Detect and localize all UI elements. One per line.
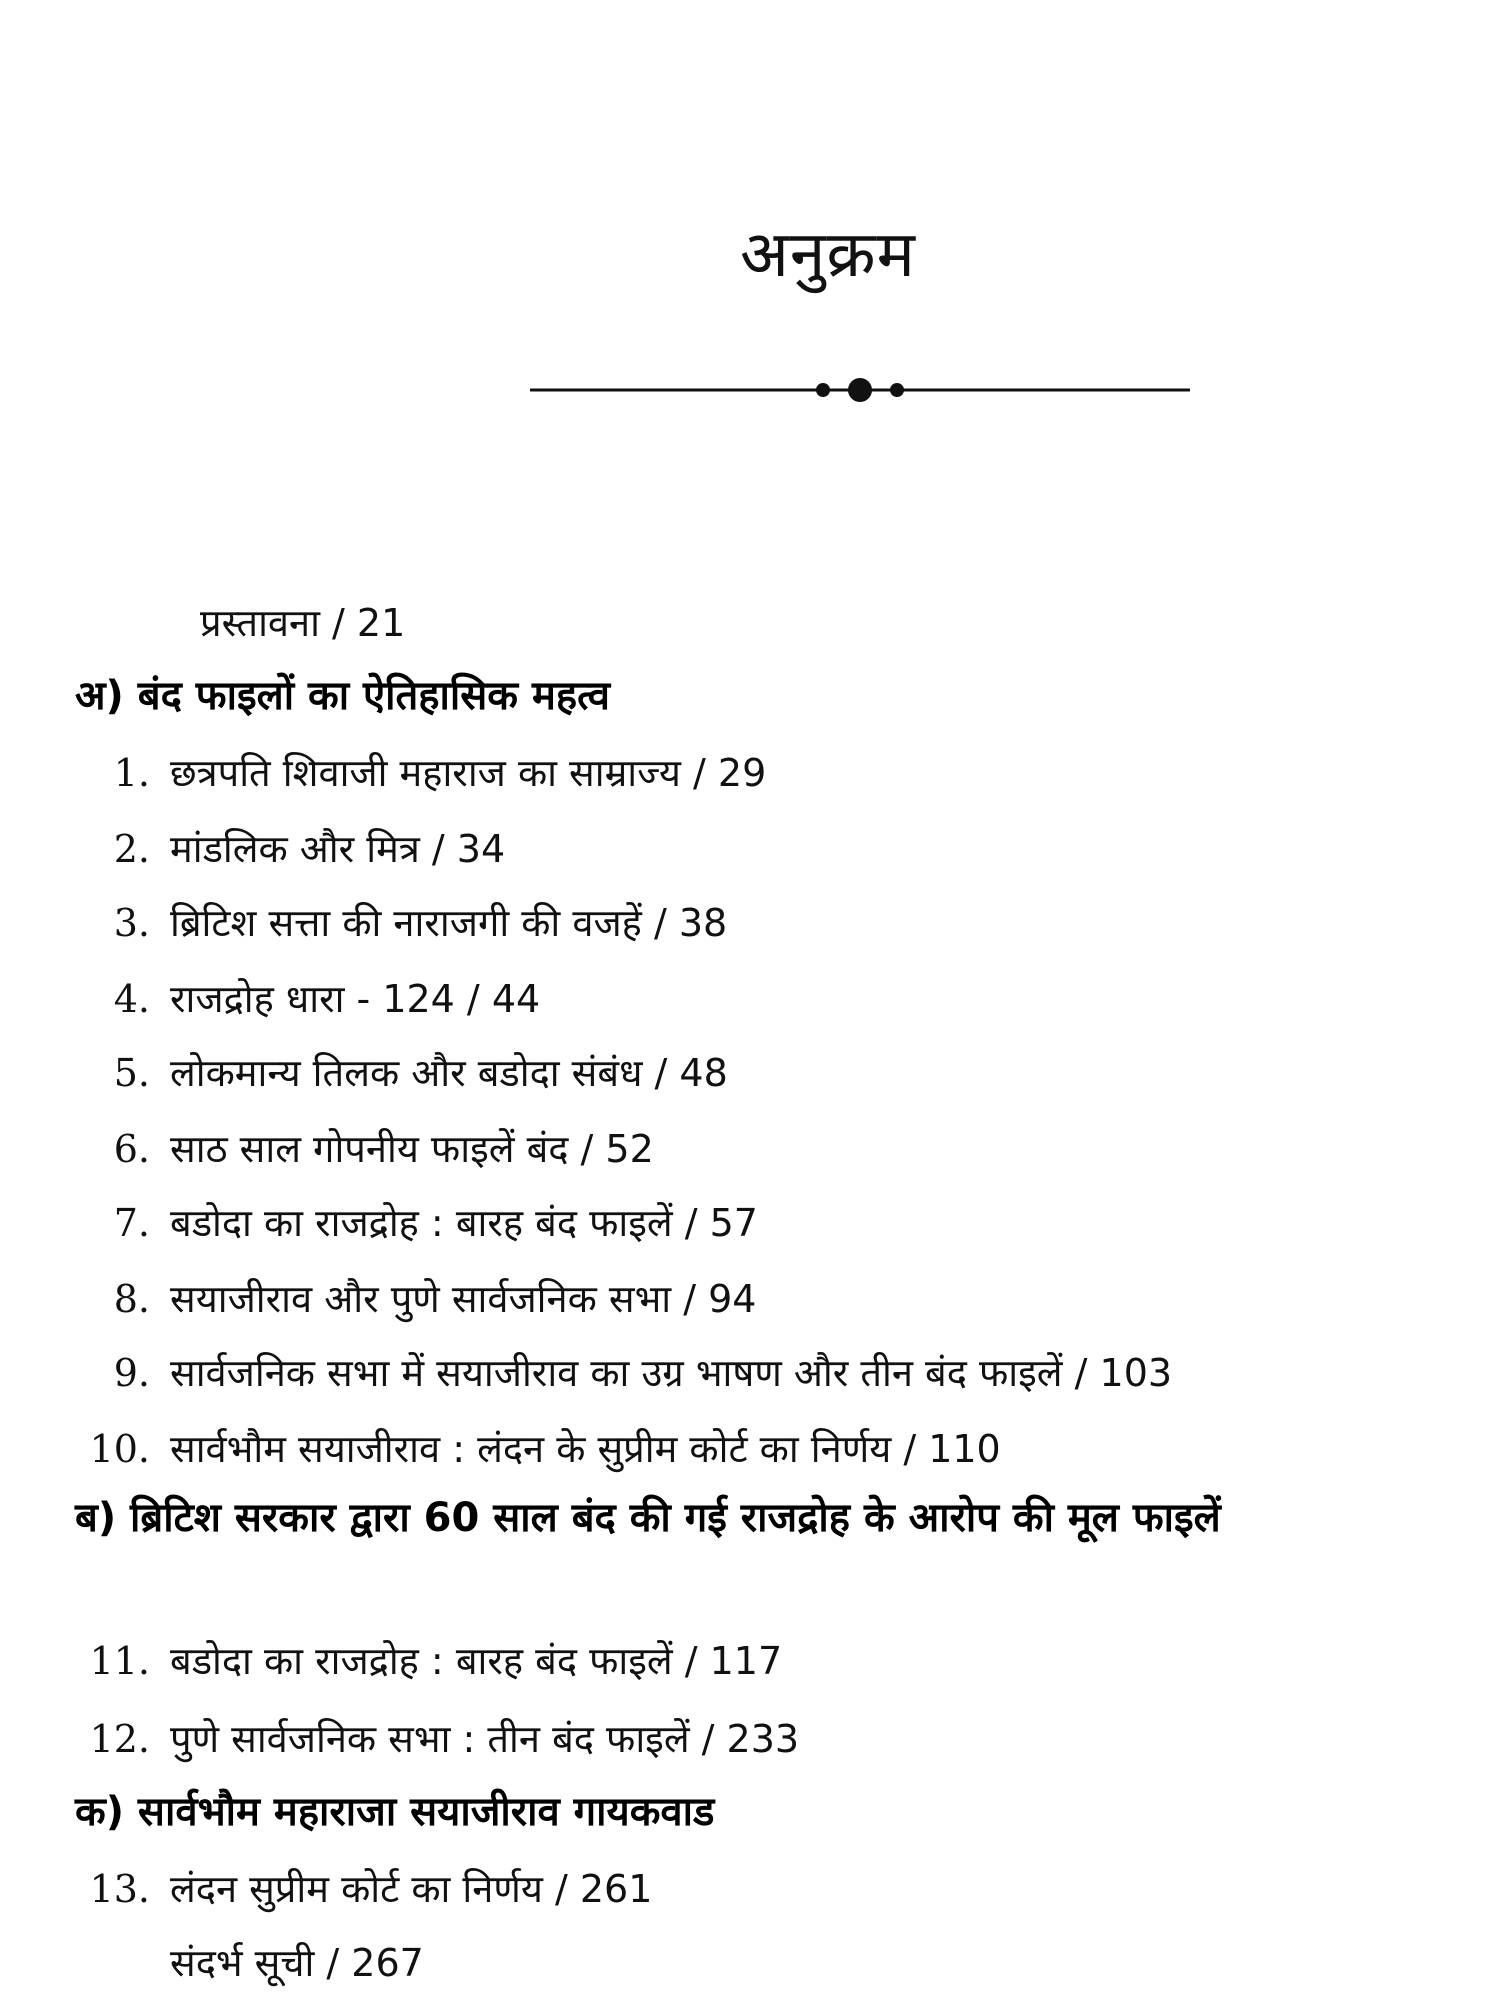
toc-entry [80, 750, 766, 796]
toc-entry [80, 1276, 756, 1322]
page-title: अनुक्रम [740, 218, 916, 292]
toc-entry [80, 1200, 758, 1246]
preface-label: प्रस्तावना / 21 [200, 601, 406, 645]
toc-entry [80, 1716, 799, 1762]
chapter-title: सार्वभौम सयाजीराव : लंदन के सुप्रीम कोर्ट का निर्णय / 110 [170, 1427, 1001, 1471]
chapter-title: बडोदा का राजद्रोह : बारह बंद फाइलें / 57 [170, 1201, 758, 1245]
references-label: संदर्भ सूची / 267 [170, 1941, 424, 1985]
chapter-number: 2. [113, 827, 150, 871]
title-divider-ornament [530, 375, 1190, 405]
chapter-title: मांडलिक और मित्र / 34 [170, 827, 506, 871]
toc-entry [80, 1126, 654, 1172]
chapter-number: 10. [89, 1427, 150, 1471]
toc-entry [80, 900, 727, 946]
chapter-number: 6. [113, 1127, 150, 1171]
chapter-number: 4. [113, 977, 150, 1021]
chapter-title: साठ साल गोपनीय फाइलें बंद / 52 [170, 1127, 654, 1171]
preface-entry [200, 600, 405, 646]
chapter-number: 11. [89, 1639, 150, 1683]
references-entry [170, 1940, 424, 1986]
toc-entry [80, 1866, 652, 1912]
chapter-title: बडोदा का राजद्रोह : बारह बंद फाइलें / 117 [170, 1639, 783, 1683]
chapter-number: 8. [113, 1277, 150, 1321]
toc-entry [80, 826, 505, 872]
chapter-title: ब्रिटिश सत्ता की नाराजगी की वजहें / 38 [170, 901, 728, 945]
chapter-number: 7. [113, 1201, 150, 1245]
section-a-heading: अ) बंद फाइलों का ऐतिहासिक महत्व [75, 673, 610, 719]
toc-entry [80, 1638, 782, 1684]
toc-entry [80, 1050, 728, 1096]
chapter-title: पुणे सार्वजनिक सभा : तीन बंद फाइलें / 233 [170, 1717, 800, 1761]
section-b-text: ब) ब्रिटिश सरकार द्वारा 60 साल बंद की गई राजद्रोह के आरोप की मूल फाइलें [75, 1495, 1221, 1541]
toc-entry [80, 1426, 1001, 1472]
toc-entry [80, 1350, 1172, 1396]
chapter-number: 1. [113, 751, 150, 795]
chapter-number: 5. [113, 1051, 150, 1095]
chapter-number: 13. [89, 1867, 150, 1911]
chapter-title: सार्वजनिक सभा में सयाजीराव का उग्र भाषण और तीन बंद फाइलें / 103 [170, 1351, 1173, 1395]
chapter-number: 12. [89, 1717, 150, 1761]
toc-entry [80, 976, 540, 1022]
chapter-title: राजद्रोह धारा - 124 / 44 [170, 977, 541, 1021]
chapter-number: 3. [113, 901, 150, 945]
section-b-heading [75, 1490, 1455, 1546]
chapter-number: 9. [113, 1351, 150, 1395]
chapter-title: सयाजीराव और पुणे सार्वजनिक सभा / 94 [170, 1277, 757, 1321]
chapter-title: छत्रपति शिवाजी महाराज का साम्राज्य / 29 [170, 751, 767, 795]
chapter-title: लोकमान्य तिलक और बडोदा संबंध / 48 [170, 1051, 728, 1095]
chapter-title: लंदन सुप्रीम कोर्ट का निर्णय / 261 [170, 1867, 653, 1911]
section-c-heading: क) सार्वभौम महाराजा सयाजीराव गायकवाड [75, 1789, 715, 1835]
